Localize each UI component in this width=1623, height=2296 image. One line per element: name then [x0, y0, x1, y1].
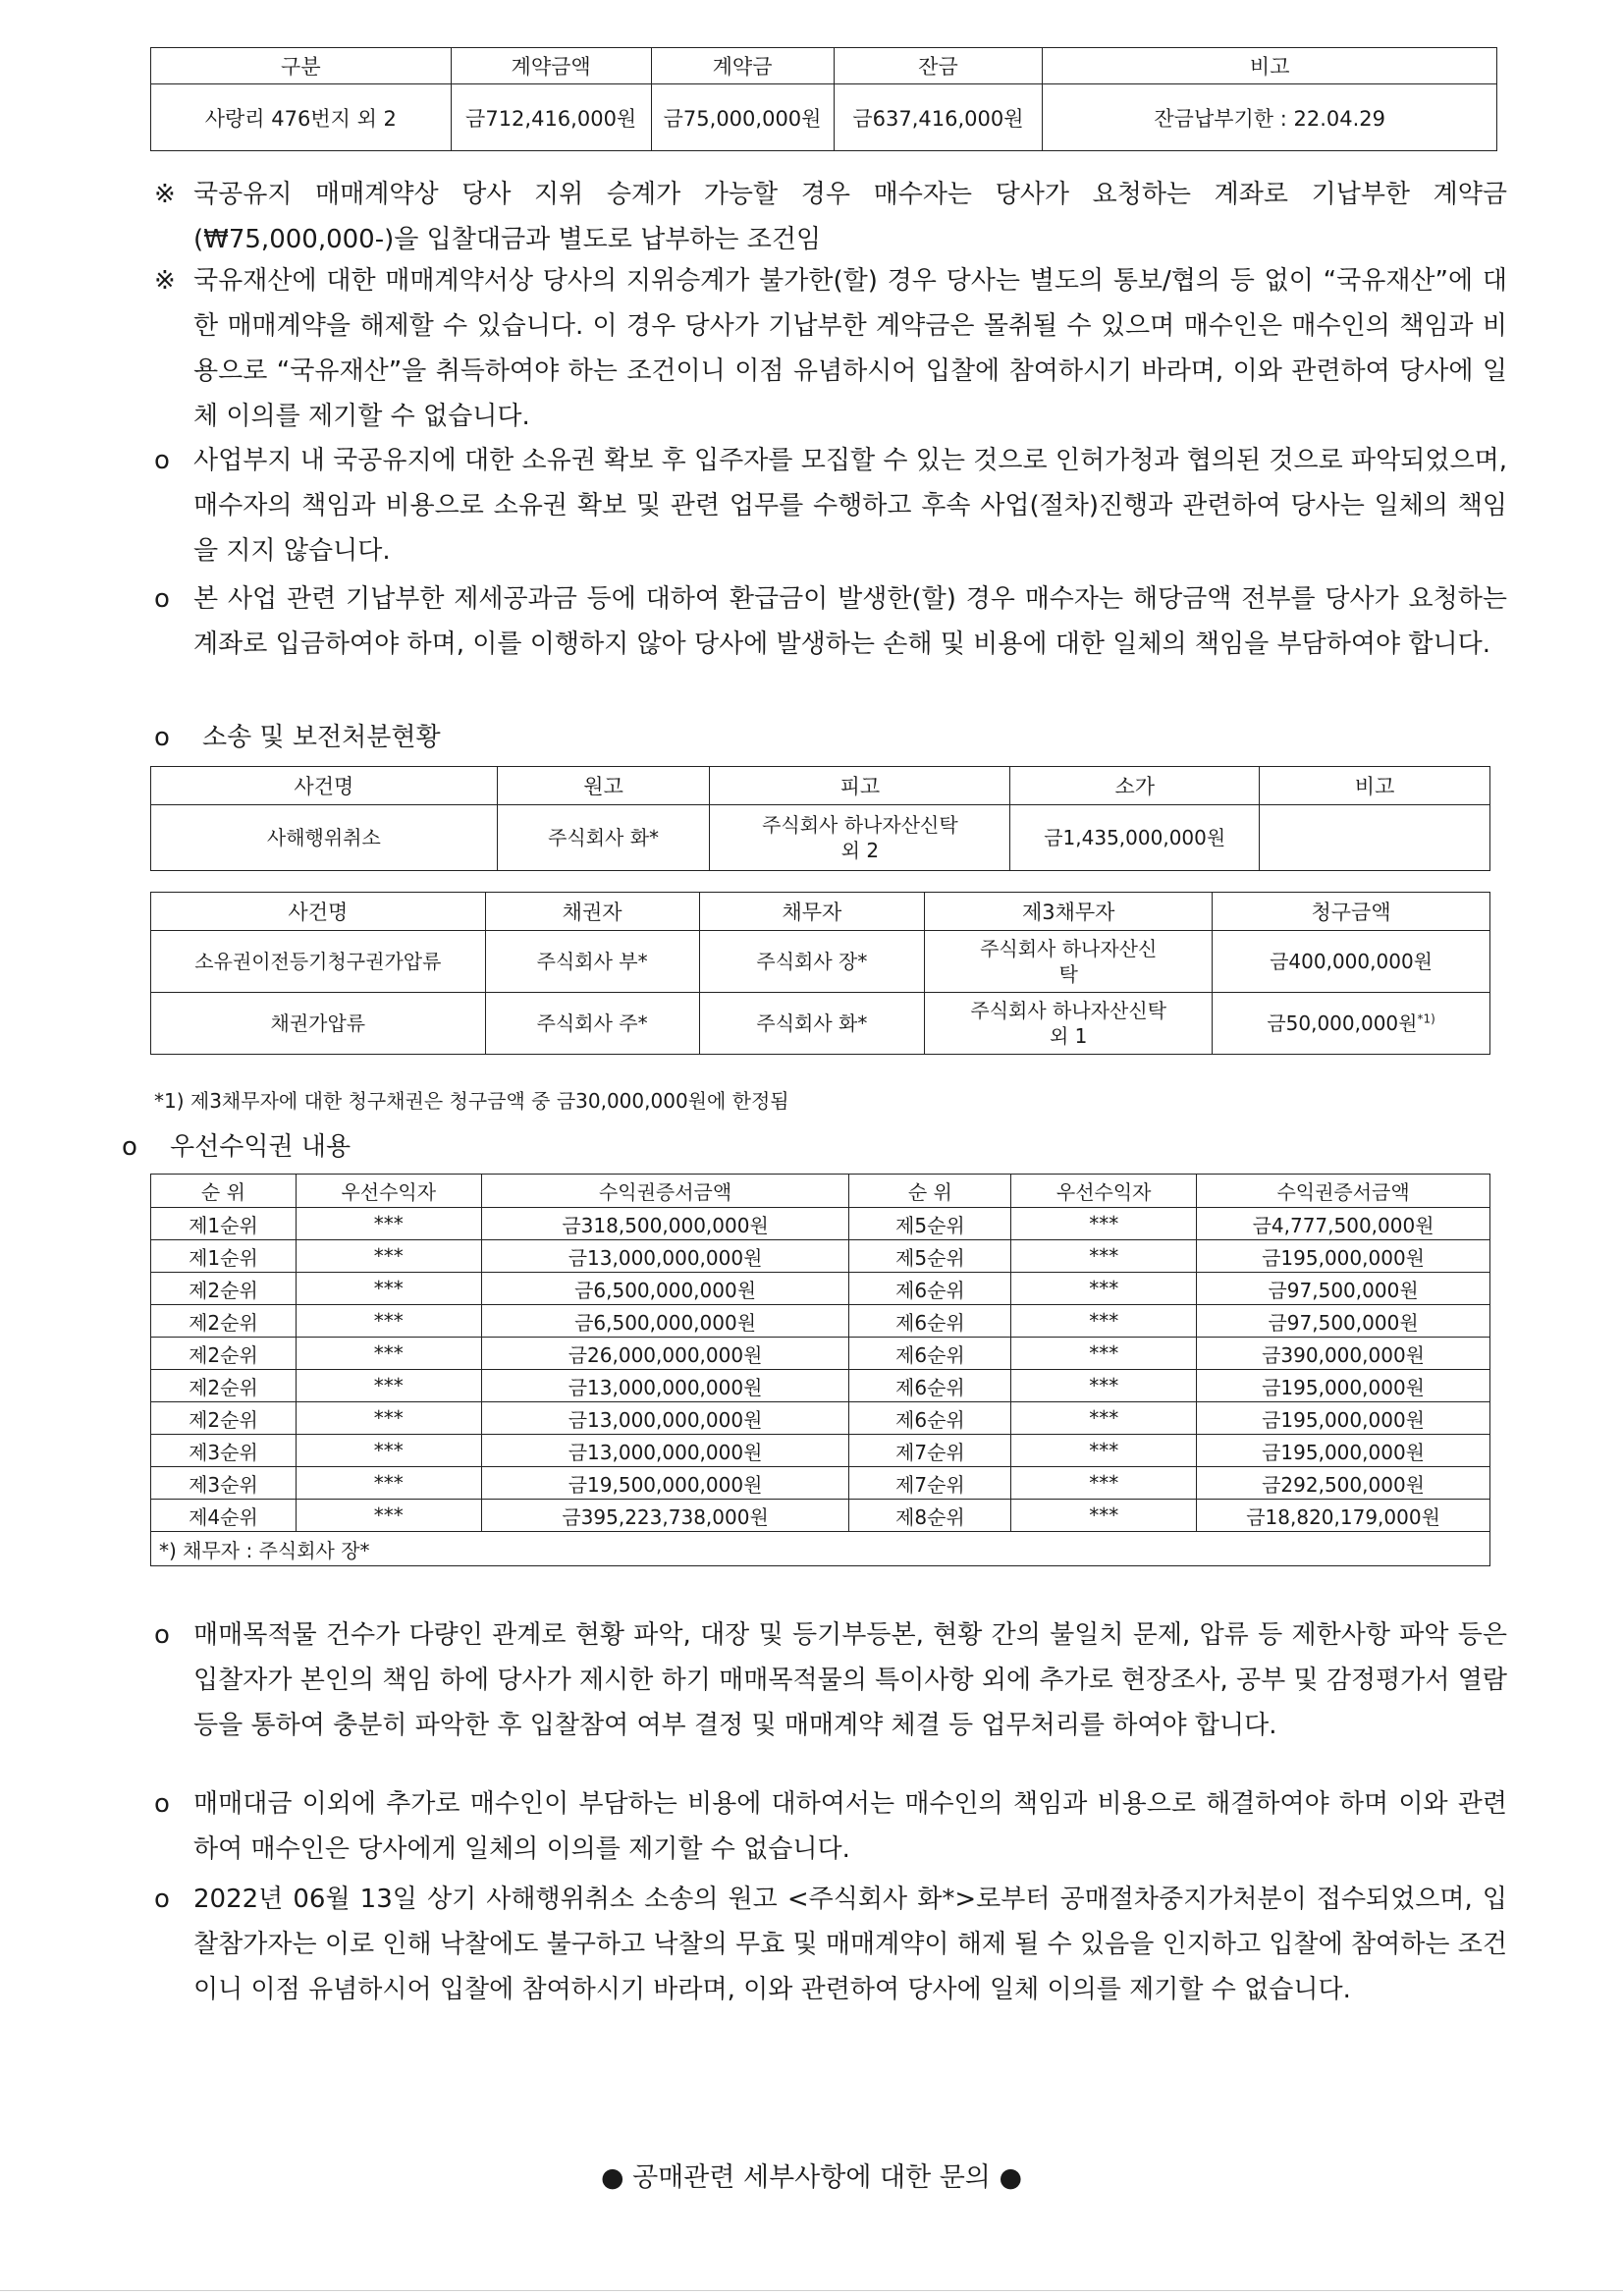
table-cell: ***: [1011, 1435, 1197, 1467]
table-cell: ***: [296, 1435, 481, 1467]
table-cell: 제5순위: [849, 1208, 1011, 1240]
table-cell: 제4순위: [151, 1500, 297, 1532]
table-cell: ***: [1011, 1338, 1197, 1370]
table-cell: 제6순위: [849, 1338, 1011, 1370]
table-cell: ***: [296, 1208, 481, 1240]
note-paragraph: [154, 1877, 1507, 2012]
table-row: [151, 84, 1497, 151]
table-cell: ***: [296, 1500, 481, 1532]
table-row: [151, 1370, 1490, 1402]
table-cell: ***: [296, 1273, 481, 1305]
note-marker: o: [154, 1789, 170, 1819]
header-cell: 수익권증서금액: [1197, 1175, 1490, 1208]
table-cell: 소유권이전등기청구권가압류: [151, 931, 486, 993]
table-cell: 주식회사 하나자산신탁: [925, 931, 1213, 993]
note-text: 국유재산에 대한 매매계약서상 당사의 지위승계가 불가한(할) 경우 당사는 별도의 통보/협의 등 없이 “국유재산”에 대한 매매계약을 해제할 수 있습니다. 이 경우 당사가 기납부한 계약금은 몰취될 수 있으며 매수인은 매수인의 책임과 비용으로 “국유재산”을 취득하여야 하는 조건이니 이점 유념하시어 입찰에 참여하시기 바라며, 이와 관련하여 당사에 일체 이의를 제기할 수 없습니다.: [193, 266, 1507, 431]
table-cell: 제7순위: [849, 1467, 1011, 1500]
amount-text: 금400,000,000원: [1270, 950, 1433, 973]
table-row: [151, 1338, 1490, 1370]
section-heading-priority: [122, 1126, 351, 1163]
header-cell: 사건명: [151, 893, 486, 931]
contract-table: [150, 47, 1497, 151]
section-heading-litigation: [154, 717, 441, 753]
note-marker: o: [154, 446, 170, 475]
table-cell: ***: [1011, 1402, 1197, 1435]
table-cell: 제1순위: [151, 1208, 297, 1240]
table-cell: 주식회사 화*: [497, 805, 710, 871]
table-cell: 금4,777,500,000원: [1197, 1208, 1490, 1240]
table-cell: 금13,000,000,000원: [481, 1240, 849, 1273]
header-cell: 청구금액: [1213, 893, 1490, 931]
header-cell: 제3채무자: [925, 893, 1213, 931]
table-row: [151, 1500, 1490, 1532]
table-row: [151, 1208, 1490, 1240]
note-marker: o: [154, 1885, 170, 1914]
header-cell: 계약금: [651, 48, 834, 84]
header-cell: 비고: [1260, 767, 1490, 805]
table-row: [151, 1467, 1490, 1500]
table-cell: 금26,000,000,000원: [481, 1338, 849, 1370]
header-cell: 잔금: [834, 48, 1043, 84]
table-cell: 제6순위: [849, 1370, 1011, 1402]
table-cell: 제6순위: [849, 1402, 1011, 1435]
table-row: [151, 1435, 1490, 1467]
table-cell: ***: [296, 1338, 481, 1370]
table-cell: 주식회사 하나자산신탁 외 1: [925, 993, 1213, 1055]
table-cell: 제2순위: [151, 1370, 297, 1402]
table-cell: 금13,000,000,000원: [481, 1370, 849, 1402]
table-cell: 제2순위: [151, 1338, 297, 1370]
table-cell: ***: [296, 1370, 481, 1402]
table-row: [151, 1305, 1490, 1338]
table-cell: ***: [296, 1240, 481, 1273]
table-cell: 주식회사 장*: [699, 931, 925, 993]
note-marker: ※: [154, 266, 176, 296]
header-cell: 소가: [1010, 767, 1260, 805]
priority-table: [150, 1174, 1490, 1566]
note-paragraph: [154, 258, 1507, 439]
table-cell: 금13,000,000,000원: [481, 1435, 849, 1467]
header-cell: 원고: [497, 767, 710, 805]
table-cell: 금18,820,179,000원: [1197, 1500, 1490, 1532]
lawsuit-table: [150, 766, 1490, 871]
note-text: 본 사업 관련 기납부한 제세공과금 등에 대하여 환급금이 발생한(할) 경우 매수자는 해당금액 전부를 당사가 요청하는 계좌로 입금하여야 하며, 이를 이행하지 않아 당사에 발생하는 손해 및 비용에 대한 일체의 책임을 부담하여야 합니다.: [193, 584, 1507, 659]
note-paragraph: [154, 172, 1507, 262]
header-cell: 피고: [710, 767, 1010, 805]
table-cell: 제2순위: [151, 1305, 297, 1338]
table-cell: 제1순위: [151, 1240, 297, 1273]
table-cell: [1213, 993, 1490, 1055]
table-cell: 채권가압류: [151, 993, 486, 1055]
page-edge-divider: [0, 2290, 1623, 2291]
note-marker: ※: [154, 180, 176, 209]
table-cell: 금318,500,000,000원: [481, 1208, 849, 1240]
table-cell: 주식회사 부*: [485, 931, 699, 993]
note-paragraph: [154, 576, 1507, 667]
table-cell: 금19,500,000,000원: [481, 1467, 849, 1500]
table-cell: 제3순위: [151, 1435, 297, 1467]
table-cell: [1213, 931, 1490, 993]
table-cell: 잔금납부기한 : 22.04.29: [1043, 84, 1497, 151]
table-row: [151, 1402, 1490, 1435]
table-header-row: [151, 767, 1490, 805]
table-cell: [1260, 805, 1490, 871]
note-text: 매매목적물 건수가 다량인 관계로 현황 파악, 대장 및 등기부등본, 현황 간의 불일치 문제, 압류 등 제한사항 파악 등은 입찰자가 본인의 책임 하에 당사가 제시한 하기 매매목적물의 특이사항 외에 추가로 현장조사, 공부 및 감정평가서 열람 등을 통하여 충분히 파악한 후 입찰참여 여부 결정 및 매매계약 체결 등 업무처리를 하여야 합니다.: [193, 1620, 1507, 1740]
table-cell: 제5순위: [849, 1240, 1011, 1273]
table-cell: 제2순위: [151, 1273, 297, 1305]
table-row: [151, 1240, 1490, 1273]
table-cell: ***: [1011, 1208, 1197, 1240]
table-footnote: *) 채무자 : 주식회사 장*: [151, 1532, 1490, 1566]
header-cell: 사건명: [151, 767, 498, 805]
heading-marker: o: [154, 723, 170, 752]
table-header-row: [151, 893, 1490, 931]
table-row: [151, 1273, 1490, 1305]
table-cell: 사랑리 476번지 외 2: [151, 84, 452, 151]
header-cell: 비고: [1043, 48, 1497, 84]
table-cell: 금195,000,000원: [1197, 1435, 1490, 1467]
table-cell: 주식회사 주*: [485, 993, 699, 1055]
table-cell: 금97,500,000원: [1197, 1273, 1490, 1305]
note-text: 국공유지 매매계약상 당사 지위 승계가 가능할 경우 매수자는 당사가 요청하는 계좌로 기납부한 계약금 (₩75,000,000-)을 입찰대금과 별도로 납부하는 조건임: [193, 180, 1507, 254]
table-cell: 제8순위: [849, 1500, 1011, 1532]
table-cell: 주식회사 하나자산신탁 외 2: [710, 805, 1010, 871]
table-cell: 금1,435,000,000원: [1010, 805, 1260, 871]
table-cell: ***: [1011, 1273, 1197, 1305]
table-row: [151, 993, 1490, 1055]
note-marker: o: [154, 584, 170, 614]
table-cell: 금97,500,000원: [1197, 1305, 1490, 1338]
table-cell: ***: [1011, 1305, 1197, 1338]
table-cell: 제7순위: [849, 1435, 1011, 1467]
header-cell: 구분: [151, 48, 452, 84]
table-cell: 사해행위취소: [151, 805, 498, 871]
table-cell: 금75,000,000원: [651, 84, 834, 151]
table-cell: 금637,416,000원: [834, 84, 1043, 151]
table-cell: ***: [1011, 1370, 1197, 1402]
heading-text: 소송 및 보전처분현황: [201, 723, 441, 752]
table-cell: 금195,000,000원: [1197, 1240, 1490, 1273]
table-cell: 금6,500,000,000원: [481, 1305, 849, 1338]
note-text: 2022년 06월 13일 상기 사해행위취소 소송의 원고 <주식회사 화*>로부터 공매절차중지가처분이 접수되었으며, 입찰참가자는 이로 인해 낙찰에도 불구하고 낙찰의 무효 및 매매계약이 해제 될 수 있음을 인지하고 입찰에 참여하는 조건이니 이점 유념하시어 입찰에 참여하시기 바라며, 이와 관련하여 당사에 일체 이의를 제기할 수 없습니다.: [193, 1885, 1507, 2004]
note-paragraph: [154, 1781, 1507, 1872]
table-footnote-row: [151, 1532, 1490, 1566]
note-text: 사업부지 내 국공유지에 대한 소유권 확보 후 입주자를 모집할 수 있는 것으로 인허가청과 협의된 것으로 파악되었으며, 매수자의 책임과 비용으로 소유권 확보 및 관련 업무를 수행하고 후속 사업(절차)진행과 관련하여 당사는 일체의 책임을 지지 않습니다.: [193, 446, 1507, 566]
table-cell: ***: [1011, 1240, 1197, 1273]
table-cell: ***: [296, 1467, 481, 1500]
header-cell: 순 위: [849, 1175, 1011, 1208]
table-cell: ***: [296, 1305, 481, 1338]
seizure-footnote: *1) 제3채무자에 대한 청구채권은 청구금액 중 금30,000,000원에 한정됨: [154, 1089, 789, 1113]
table-row: [151, 931, 1490, 993]
table-cell: 금195,000,000원: [1197, 1402, 1490, 1435]
table-row: [151, 805, 1490, 871]
heading-text: 우선수익권 내용: [169, 1132, 352, 1162]
table-cell: 금395,223,738,000원: [481, 1500, 849, 1532]
table-cell: 주식회사 화*: [699, 993, 925, 1055]
note-marker: o: [154, 1620, 170, 1650]
header-cell: 우선수익자: [296, 1175, 481, 1208]
table-header-row: [151, 1175, 1490, 1208]
table-cell: ***: [1011, 1500, 1197, 1532]
header-cell: 채권자: [485, 893, 699, 931]
header-cell: 계약금액: [451, 48, 651, 84]
table-cell: 제2순위: [151, 1402, 297, 1435]
heading-marker: o: [122, 1132, 137, 1162]
header-cell: 채무자: [699, 893, 925, 931]
table-cell: 제3순위: [151, 1467, 297, 1500]
table-cell: 금712,416,000원: [451, 84, 651, 151]
table-cell: 금13,000,000,000원: [481, 1402, 849, 1435]
table-cell: 제6순위: [849, 1305, 1011, 1338]
table-cell: ***: [1011, 1467, 1197, 1500]
seizure-table: [150, 892, 1490, 1055]
table-cell: 금390,000,000원: [1197, 1338, 1490, 1370]
inquiry-title: ● 공매관련 세부사항에 대한 문의 ●: [600, 2162, 1023, 2193]
amount-text: 금50,000,000원: [1267, 1011, 1418, 1035]
note-paragraph: [154, 438, 1507, 574]
note-text: 매매대금 이외에 추가로 매수인이 부담하는 비용에 대하여서는 매수인의 책임과 비용으로 해결하여야 하며 이와 관련하여 매수인은 당사에게 일체의 이의를 제기할 수 없습니다.: [193, 1789, 1507, 1864]
footnote-mark: *1): [1417, 1011, 1435, 1026]
table-cell: 금6,500,000,000원: [481, 1273, 849, 1305]
table-cell: 제6순위: [849, 1273, 1011, 1305]
header-cell: 순 위: [151, 1175, 297, 1208]
table-header-row: [151, 48, 1497, 84]
table-cell: 금292,500,000원: [1197, 1467, 1490, 1500]
header-cell: 수익권증서금액: [481, 1175, 849, 1208]
table-cell: 금195,000,000원: [1197, 1370, 1490, 1402]
header-cell: 우선수익자: [1011, 1175, 1197, 1208]
table-cell: ***: [296, 1402, 481, 1435]
note-paragraph: [154, 1613, 1507, 1748]
